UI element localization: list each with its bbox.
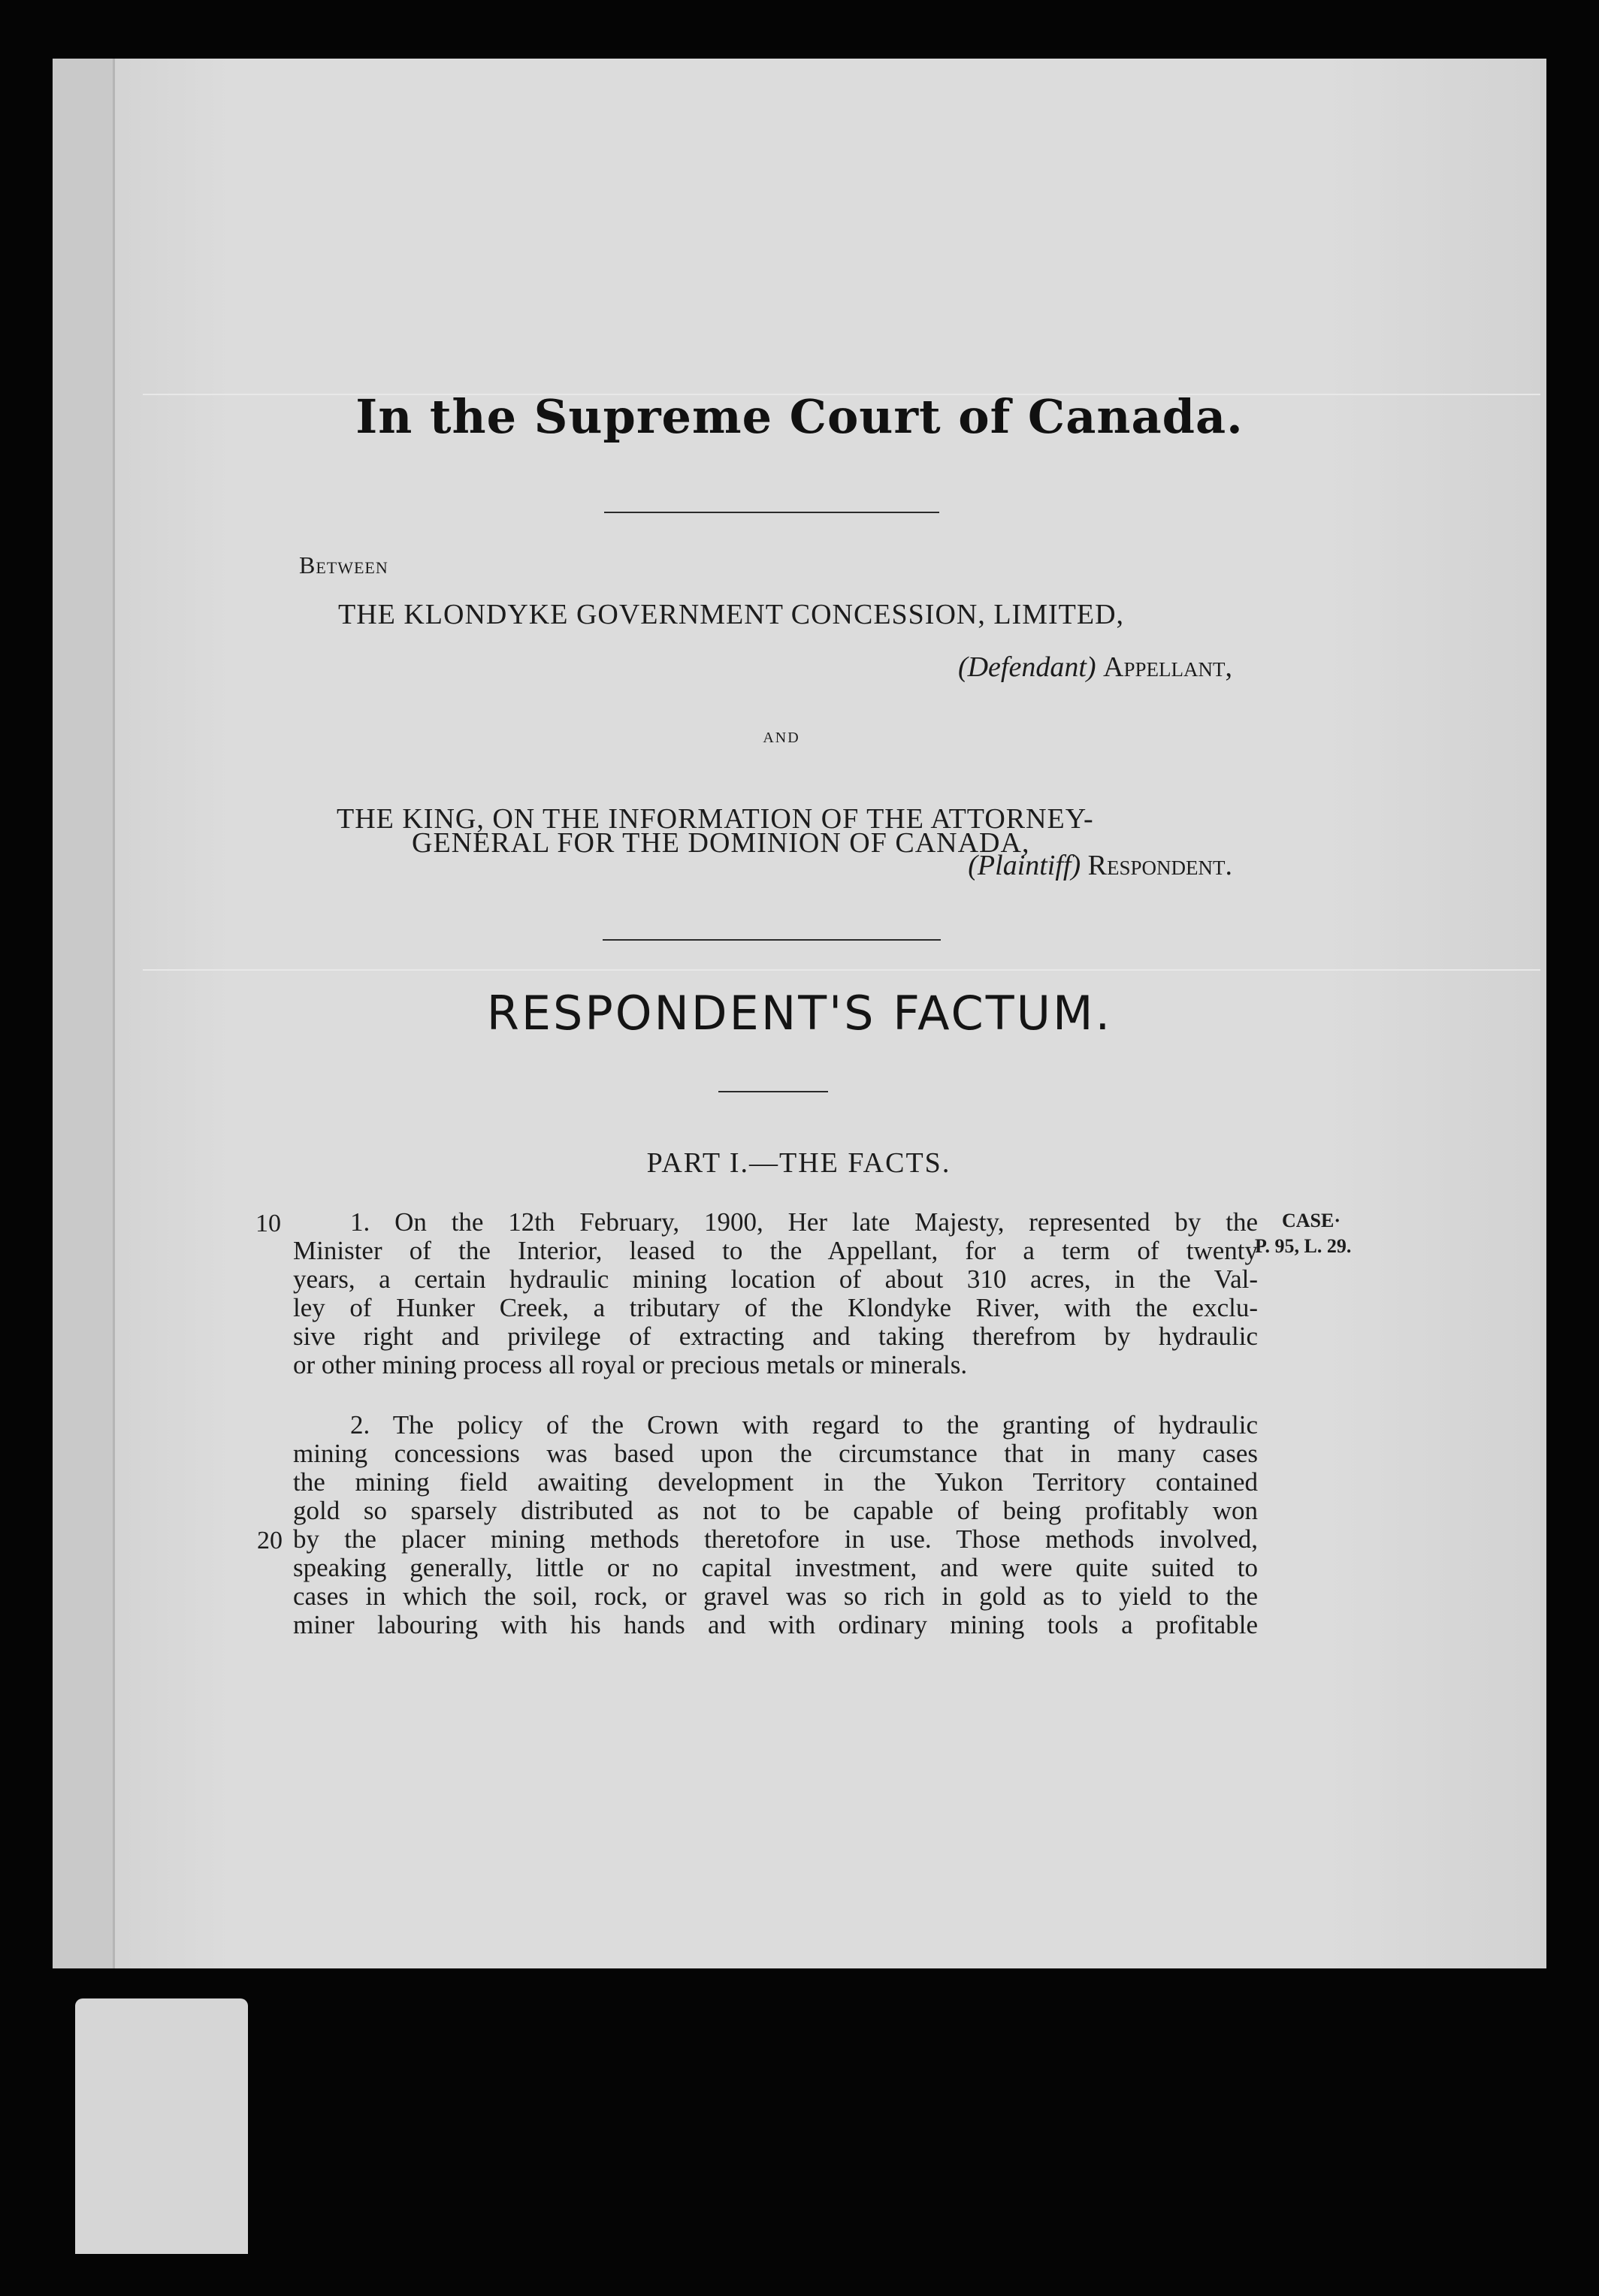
and-label: and xyxy=(763,724,800,748)
paragraph-1-line: 1. On the 12th February, 1900, Her late Majesty, represented by the xyxy=(350,1207,1258,1237)
between-label: Between xyxy=(299,551,388,579)
part-heading: PART I.—THE FACTS. xyxy=(646,1147,951,1179)
document-page xyxy=(53,59,1546,1968)
divider-rule xyxy=(603,939,941,941)
respondent-role-label: Respondent. xyxy=(1087,850,1232,881)
paragraph-2-line: the mining field awaiting development in the Yukon Territory contained xyxy=(293,1467,1258,1497)
paragraph-2-line: 2. The policy of the Crown with regard to the granting of hydraulic xyxy=(350,1410,1258,1440)
paragraph-1-line: sive right and privilege of extracting and taking therefrom by hydraulic xyxy=(293,1322,1258,1351)
paragraph-2-line: gold so sparsely distributed as not to be capable of being profitably won xyxy=(293,1496,1258,1525)
case-reference-page: P. 95, L. 29. xyxy=(1255,1235,1352,1257)
paragraph-2-line: miner labouring with his hands and with ordinary mining tools a profitable xyxy=(293,1610,1258,1639)
court-title: In the Supreme Court of Canada. xyxy=(355,389,1244,444)
respondent-name-line-2: GENERAL FOR THE DOMINION OF CANADA, xyxy=(412,827,1030,859)
divider-rule xyxy=(718,1091,828,1092)
paragraph-2-line: speaking generally, little or no capital investment, and were quite suited to xyxy=(293,1553,1258,1582)
appellant-role xyxy=(958,652,1232,682)
paper-scrap xyxy=(75,1998,248,2254)
paragraph-1-line: ley of Hunker Creek, a tributary of the Klondyke River, with the exclu- xyxy=(293,1293,1258,1322)
page-text xyxy=(53,59,1546,1968)
case-reference-label: CASE· xyxy=(1282,1210,1341,1231)
paragraph-1-line: Minister of the Interior, leased to the Appellant, for a term of twenty xyxy=(293,1236,1258,1265)
line-number-10: 10 xyxy=(255,1210,281,1237)
document-title: RESPONDENT'S FACTUM. xyxy=(486,986,1113,1041)
respondent-name-line-1: THE KING, ON THE INFORMATION OF THE ATTORNEY- xyxy=(337,803,1094,835)
respondent-role-italic: (Plaintiff) xyxy=(968,850,1081,881)
appellant-role-label: Appellant, xyxy=(1103,651,1232,683)
appellant-name: THE KLONDYKE GOVERNMENT CONCESSION, LIMITED, xyxy=(338,599,1125,630)
paragraph-2-line: mining concessions was based upon the circumstance that in many cases xyxy=(293,1439,1258,1468)
divider-rule xyxy=(604,512,939,513)
line-number-20: 20 xyxy=(257,1527,283,1554)
paragraph-1-line: or other mining process all royal or precious metals or minerals. xyxy=(293,1350,968,1379)
paragraph-1-line: years, a certain hydraulic mining location of about 310 acres, in the Val- xyxy=(293,1264,1258,1294)
respondent-role xyxy=(968,850,1232,881)
paragraph-2-line: cases in which the soil, rock, or gravel was so rich in gold as to yield to the xyxy=(293,1582,1258,1611)
appellant-role-italic: (Defendant) xyxy=(957,651,1096,683)
paragraph-2-line: by the placer mining methods theretofore in use. Those methods involved, xyxy=(293,1524,1258,1554)
